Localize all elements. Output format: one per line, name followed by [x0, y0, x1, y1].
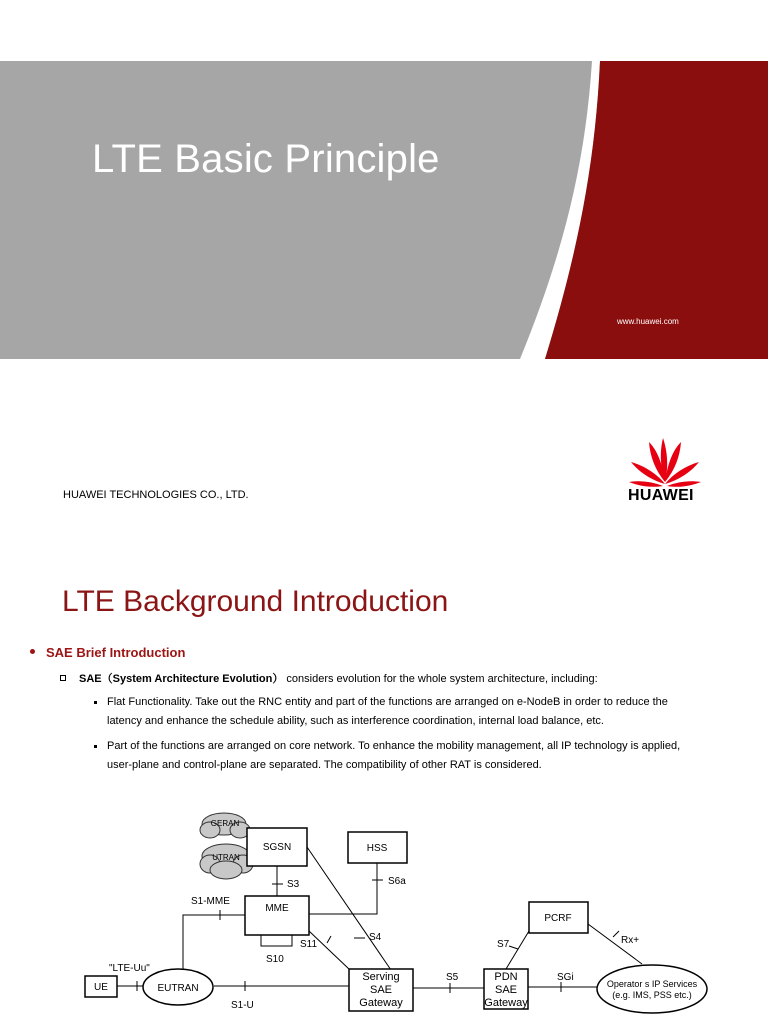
mme-label: MME [265, 903, 289, 914]
bullet-dot-icon [94, 701, 97, 704]
serving-gateway-label-2: SAE [369, 984, 393, 996]
geran-label: GERAN [210, 819, 240, 828]
sgi-label: SGi [557, 972, 574, 983]
serving-gateway-label-3: Gateway [359, 997, 403, 1009]
s7-label: S7 [497, 939, 510, 950]
pdn-gateway-label-3: Gateway [484, 997, 528, 1009]
eutran-label: EUTRAN [157, 983, 199, 994]
bullet-level1-text: SAE Brief Introduction [46, 645, 186, 660]
s6a-label: S6a [388, 876, 406, 887]
cover-title: LTE Basic Principle [92, 137, 440, 181]
s3-label: S3 [287, 879, 300, 890]
pdn-gateway-label-2: SAE [494, 984, 518, 996]
link-mme-s10 [261, 935, 292, 946]
cover-banner [0, 61, 768, 359]
sae-term: SAE（System Architecture Evolution） [79, 673, 284, 685]
operator-label-1: Operator s IP Services [606, 979, 698, 989]
sae-description: considers evolution for the whole system architecture, including: [283, 673, 598, 685]
rx-label: Rx+ [621, 935, 640, 946]
link-mme-serving [309, 931, 350, 970]
pcrf-label: PCRF [544, 913, 572, 924]
pdn-gateway-label-1: PDN [494, 971, 518, 983]
link-pcrf-pdn [506, 931, 529, 969]
operator-ellipse [597, 965, 707, 1013]
s4-label: S4 [369, 932, 382, 943]
huawei-logo-text: HUAWEI [628, 487, 694, 504]
slide-title: LTE Background Introduction [62, 585, 449, 618]
hss-label: HSS [366, 843, 388, 854]
bullet-square-icon [60, 675, 66, 681]
ue-label: UE [94, 982, 108, 993]
utran-label: UTRAN [212, 853, 240, 862]
s1-mme-label: S1-MME [191, 896, 230, 907]
mme-box [245, 896, 309, 935]
serving-gateway-label-1: Serving [362, 971, 400, 983]
s5-label: S5 [446, 972, 459, 983]
lte-uu-label: "LTE-Uu" [109, 963, 150, 974]
bullet-dot-icon [94, 745, 97, 748]
sae-architecture-diagram [0, 800, 768, 1024]
bullet-level2 [60, 670, 740, 686]
cover-banner-shapes [0, 61, 768, 359]
sub-bullet-core [92, 737, 697, 775]
sub-bullet-text: Flat Functionality. Take out the RNC entity and part of the functions are arranged on e-NodeB in order to reduce the latency and enhance the schedule ability, such as interference coordination, internal load balance, etc. [107, 696, 668, 727]
s1-u-label: S1-U [231, 1000, 254, 1011]
bullet-dot-icon [30, 649, 35, 654]
s11-label: S11 [300, 939, 318, 950]
link-sgsn-serving [307, 847, 391, 970]
company-name: HUAWEI TECHNOLOGIES CO., LTD. [63, 489, 249, 501]
sgsn-label: SGSN [262, 842, 292, 853]
operator-label-2: (e.g. IMS, PSS etc.) [612, 990, 692, 1000]
link-hss-mme [309, 863, 377, 914]
s10-label: S10 [266, 954, 284, 965]
cover-url-link[interactable]: www.huawei.com [617, 317, 679, 326]
bullet-level1 [30, 645, 185, 660]
sub-bullet-flat [92, 693, 697, 731]
sub-bullet-text: Part of the functions are arranged on core network. To enhance the mobility management, all IP technology is applied, user-plane and control-plane are separated. The compatibility of other RAT is considered. [107, 740, 681, 771]
